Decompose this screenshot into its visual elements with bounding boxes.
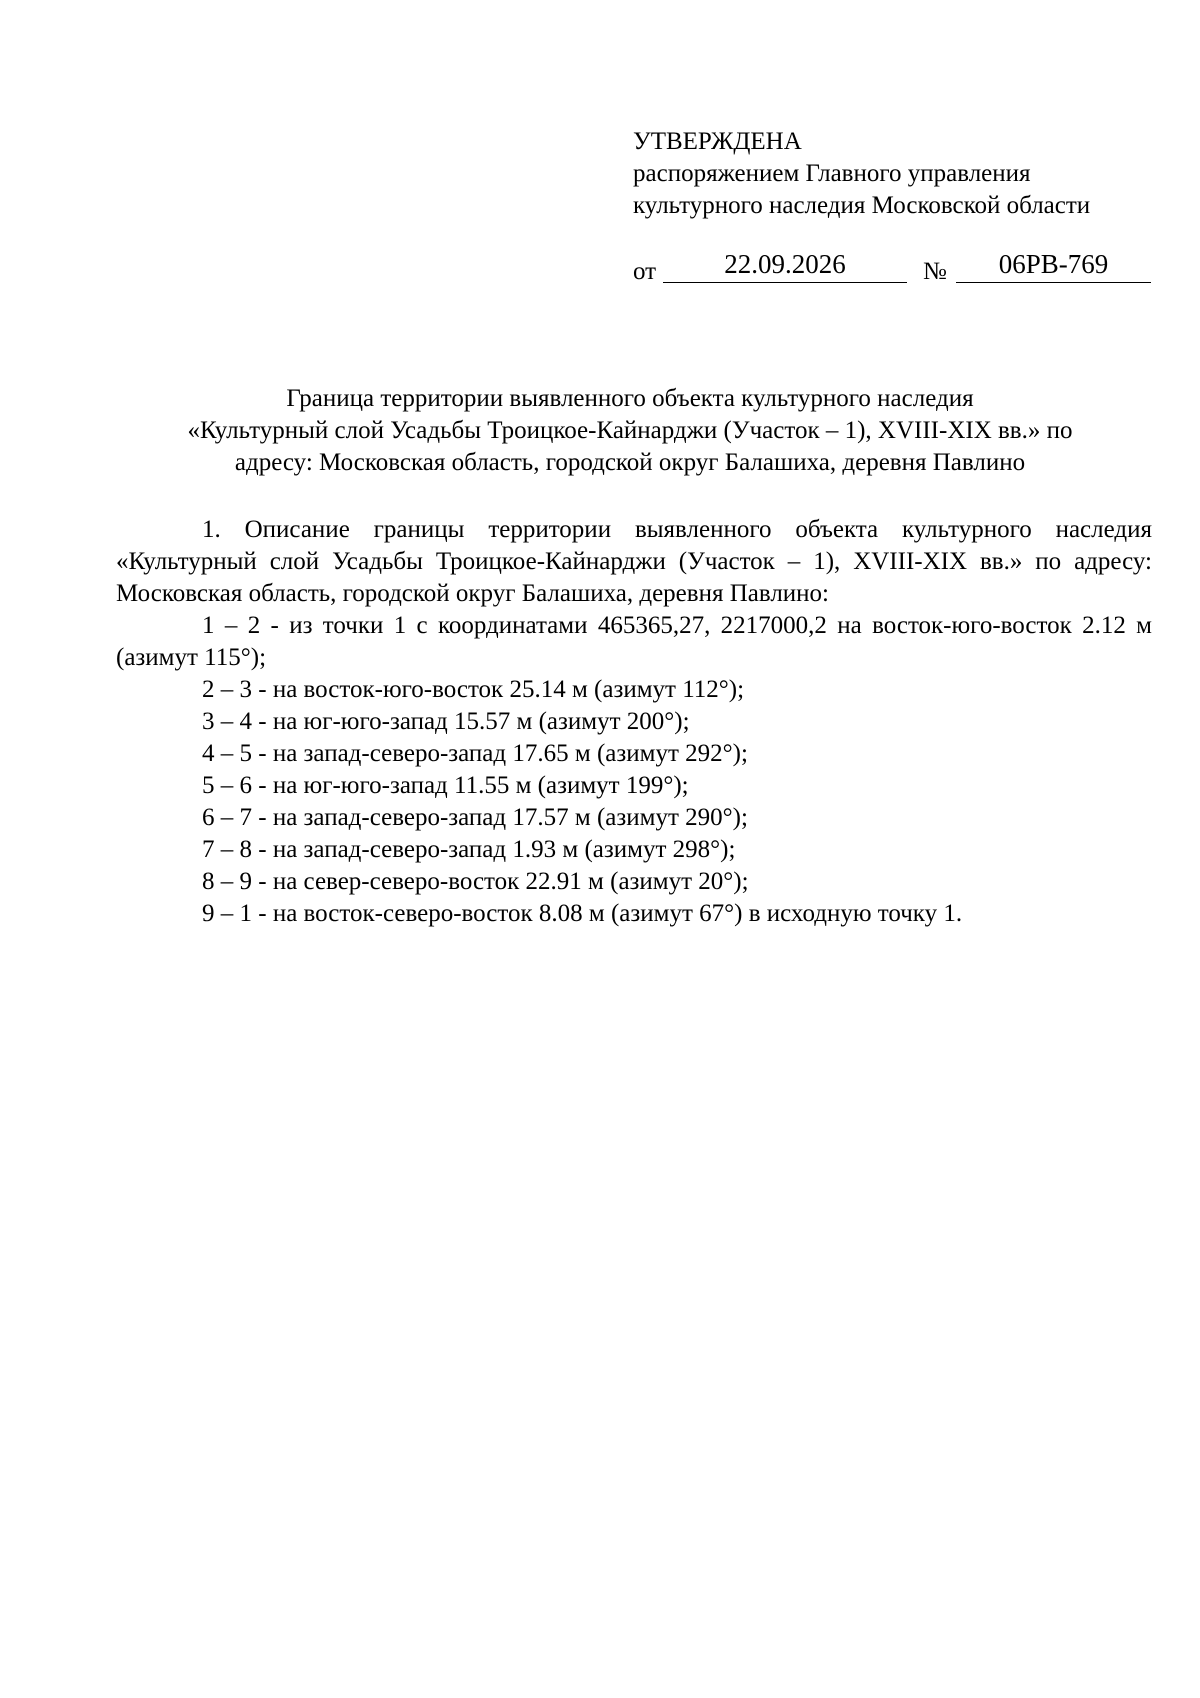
title-line-2: «Культурный слой Усадьбы Троицкое-Кайнарджи (Участок – 1), XVIII-XIX вв.» по: [187, 417, 1073, 444]
boundary-segment: 6 – 7 - на запад-северо-запад 17.57 м (азимут 290°);: [202, 804, 748, 831]
boundary-segment: 4 – 5 - на запад-северо-запад 17.65 м (азимут 292°);: [202, 740, 748, 767]
boundary-description: [116, 514, 1152, 930]
approval-authority-line1: распоряжением Главного управления: [633, 160, 1031, 187]
document-title: [110, 383, 1150, 479]
description-intro: 1. Описание границы территории выявленного объекта культурного наследия «Культурный слой Усадьбы Троицкое-Кайнарджи (Участок – 1), XVIII-XIX вв.» по адресу: Московская область, городской округ Балашиха, деревня Павлино:: [116, 516, 1152, 607]
order-reference: [633, 248, 1153, 288]
order-number: 06РВ-769: [956, 248, 1151, 283]
approval-heading: УТВЕРЖДЕНА: [633, 128, 802, 155]
approval-authority-line2: культурного наследия Московской области: [633, 192, 1091, 219]
order-number-sign: №: [923, 258, 947, 285]
boundary-segment: 5 – 6 - на юг-юго-запад 11.55 м (азимут 199°);: [202, 772, 689, 799]
order-date-prefix: от: [633, 258, 657, 285]
boundary-segment: 8 – 9 - на север-северо-восток 22.91 м (азимут 20°);: [202, 868, 749, 895]
boundary-segment: 9 – 1 - на восток-северо-восток 8.08 м (азимут 67°) в исходную точку 1.: [202, 900, 963, 927]
title-line-3: адресу: Московская область, городской округ Балашиха, деревня Павлино: [234, 449, 1026, 476]
title-line-1: Граница территории выявленного объекта культурного наследия: [286, 385, 974, 412]
boundary-segment: 7 – 8 - на запад-северо-запад 1.93 м (азимут 298°);: [202, 836, 736, 863]
approval-stamp: [633, 126, 1153, 222]
boundary-segment: 1 – 2 - из точки 1 с координатами 465365,27, 2217000,2 на восток-юго-восток 2.12 м (азимут 115°);: [116, 612, 1152, 671]
boundary-segment: 3 – 4 - на юг-юго-запад 15.57 м (азимут 200°);: [202, 708, 690, 735]
order-date: 22.09.2026: [663, 248, 907, 283]
boundary-segment: 2 – 3 - на восток-юго-восток 25.14 м (азимут 112°);: [202, 676, 745, 703]
